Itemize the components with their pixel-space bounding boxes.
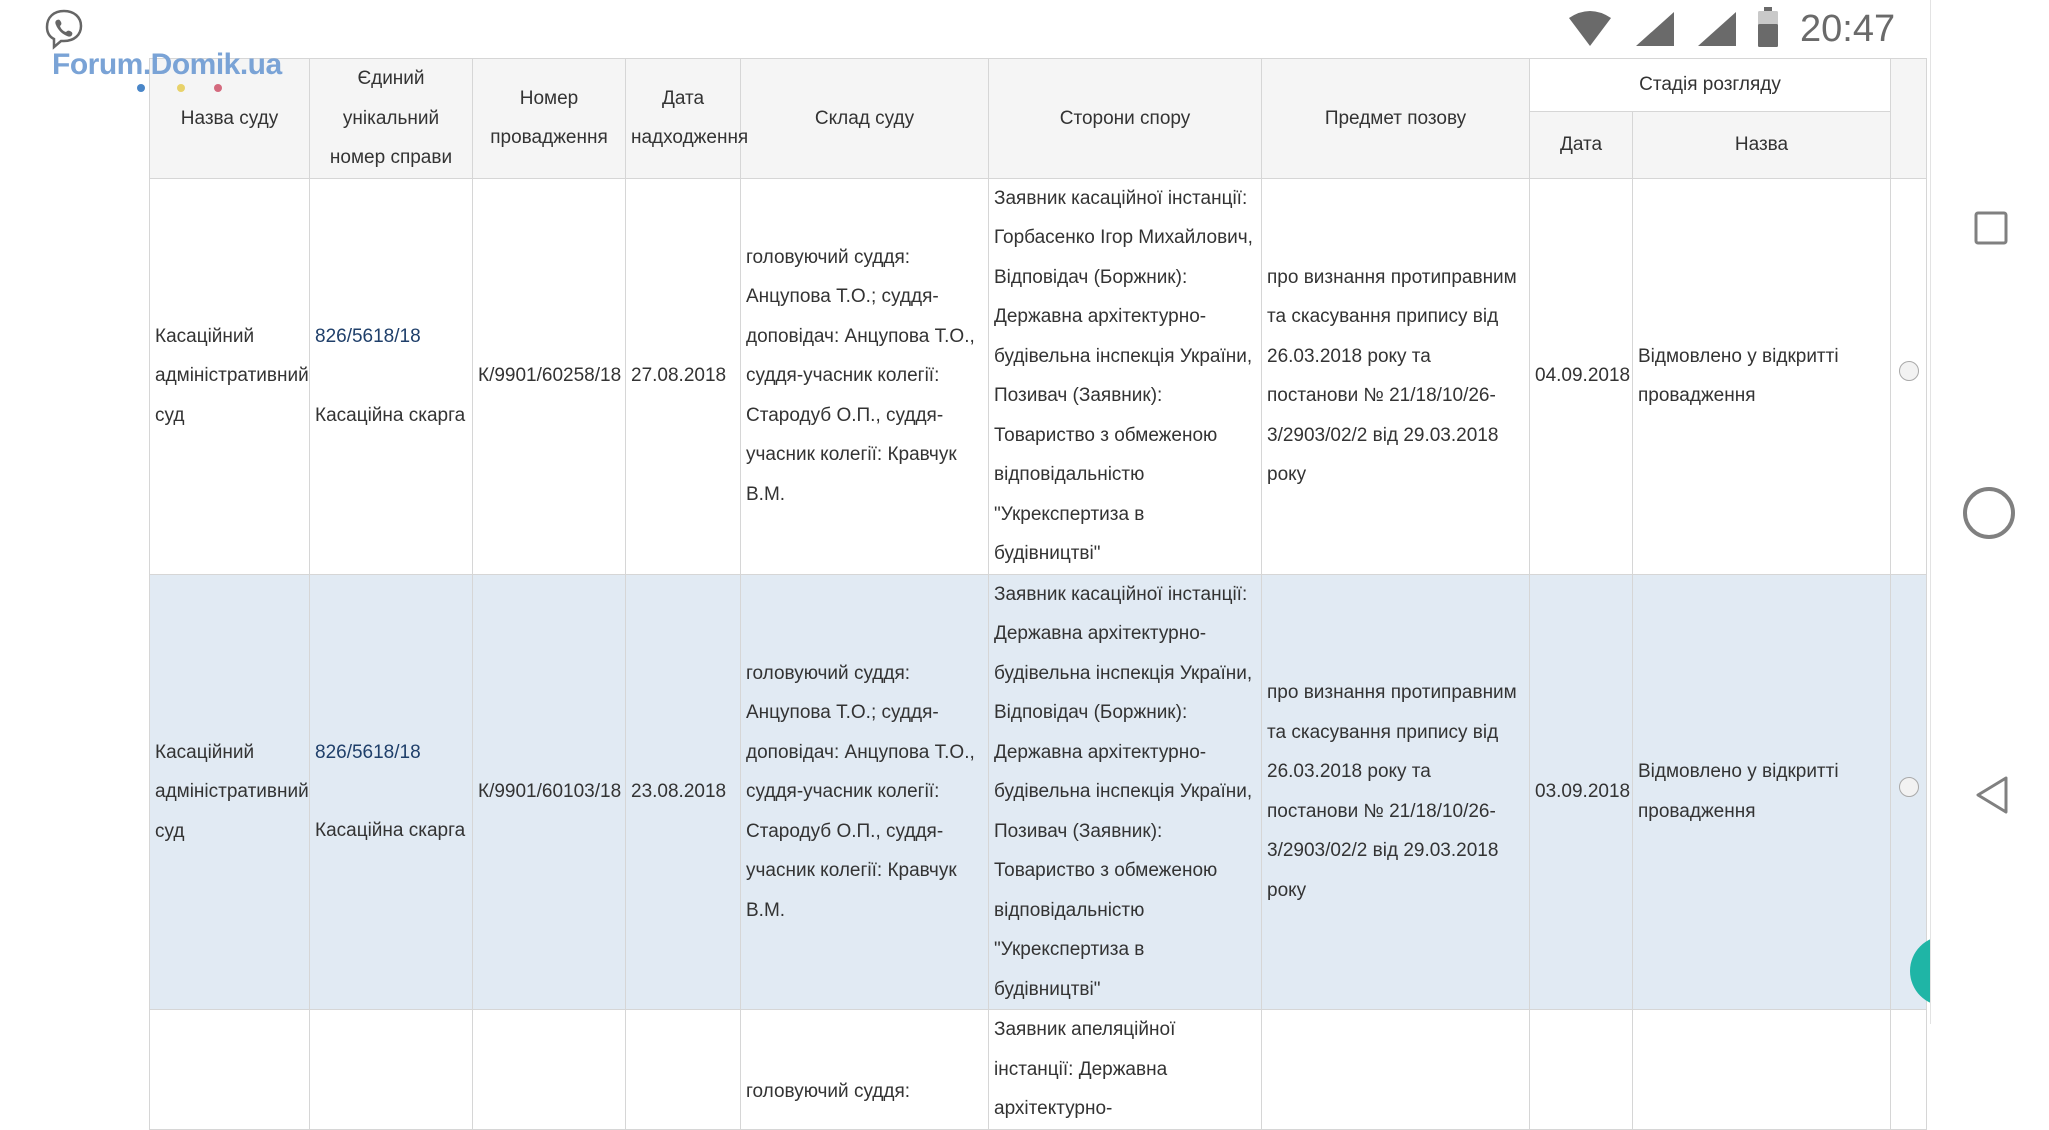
cell-stage-date: 04.09.2018 xyxy=(1530,178,1633,574)
cases-table xyxy=(149,58,1927,1130)
header-proceeding: Номер провадження xyxy=(473,59,626,179)
table-row[interactable] xyxy=(150,574,1927,1010)
android-nav-bar xyxy=(1930,0,2049,1024)
cell-case xyxy=(310,1010,473,1130)
cell-panel: головуючий суддя: Анцупова Т.О.; суддя-доповідач: Анцупова Т.О., суддя-учасник колегії: Стародуб О.П., суддя-учасник колегії: Кравчук В.М. xyxy=(741,574,989,1010)
cell-court: Касаційний адміністративний суд xyxy=(150,178,310,574)
cell-court: Касаційний адміністративний суд xyxy=(150,574,310,1010)
cell-case xyxy=(310,574,473,1010)
header-select xyxy=(1891,59,1927,179)
cell-proceeding xyxy=(473,1010,626,1130)
forum-logo: Forum.Domik.ua xyxy=(52,48,282,81)
case-number-link[interactable]: 826/5618/18 xyxy=(315,326,421,347)
signal-icon xyxy=(1696,10,1738,48)
cell-stage-date: 03.09.2018 xyxy=(1530,574,1633,1010)
logo-dot xyxy=(137,84,145,92)
cell-stage-name: Відмовлено у відкритті провадження xyxy=(1633,574,1891,1010)
cell-subject xyxy=(1262,1010,1530,1130)
header-case-number: Єдиний унікальний номер справи xyxy=(310,59,473,179)
square-icon[interactable] xyxy=(1974,211,2008,245)
cell-select xyxy=(1891,178,1927,574)
logo-dot xyxy=(214,84,222,92)
cell-stage-date xyxy=(1530,1010,1633,1130)
status-bar xyxy=(0,0,1930,58)
header-received: Дата надходження xyxy=(626,59,741,179)
table-row[interactable] xyxy=(150,1010,1927,1130)
cell-panel: головуючий суддя: Анцупова Т.О.; суддя-доповідач: Анцупова Т.О., суддя-учасник колегії: Стародуб О.П., суддя-учасник колегії: Кравчук В.М. xyxy=(741,178,989,574)
cell-parties: Заявник апеляційної інстанції: Державна архітектурно- xyxy=(989,1010,1262,1130)
cell-received xyxy=(626,1010,741,1130)
cell-proceeding: К/9901/60103/18 xyxy=(473,574,626,1010)
cell-parties: Заявник касаційної інстанції: Державна архітектурно-будівельна інспекція України, Відповідач (Боржник): Державна архітектурно-будівельна інспекція України, Позивач (Заявник): Товариство з обмеженою відповідальністю "Укрекспертиза в будівництві" xyxy=(989,574,1262,1010)
cell-proceeding: К/9901/60258/18 xyxy=(473,178,626,574)
table-row[interactable] xyxy=(150,178,1927,574)
cell-panel: головуючий суддя: xyxy=(741,1010,989,1130)
case-number-link[interactable]: 826/5618/18 xyxy=(315,741,421,763)
viber-icon xyxy=(42,8,86,52)
header-subject: Предмет позову xyxy=(1262,59,1530,179)
battery-icon xyxy=(1757,6,1779,48)
case-type: Касаційна скарга xyxy=(315,404,466,426)
wifi-icon xyxy=(1567,10,1613,48)
circle-icon[interactable] xyxy=(1961,485,2017,541)
header-panel: Склад суду xyxy=(741,59,989,179)
cell-subject: про визнання протиправним та скасування припису від 26.03.2018 року та постанови № 21/18/10/26-3/2903/02/2 від 29.03.2018 року xyxy=(1262,178,1530,574)
signal-icon xyxy=(1634,10,1676,48)
back-icon[interactable] xyxy=(1975,775,2009,815)
cell-received: 27.08.2018 xyxy=(626,178,741,574)
cell-court xyxy=(150,1010,310,1130)
cell-case xyxy=(310,178,473,574)
header-stage-date: Дата xyxy=(1530,112,1633,178)
cell-stage-name: Відмовлено у відкритті провадження xyxy=(1633,178,1891,574)
header-stage-name: Назва xyxy=(1633,112,1891,178)
row-radio[interactable] xyxy=(1899,361,1919,381)
cell-select xyxy=(1891,1010,1927,1130)
header-parties: Сторони спору xyxy=(989,59,1262,179)
row-radio[interactable] xyxy=(1899,777,1919,797)
cell-stage-name xyxy=(1633,1010,1891,1130)
cell-subject: про визнання протиправним та скасування припису від 26.03.2018 року та постанови № 21/18/10/26-3/2903/02/2 від 29.03.2018 року xyxy=(1262,574,1530,1010)
logo-dot xyxy=(177,84,185,92)
header-stage: Стадія розгляду xyxy=(1530,59,1891,112)
header-court: Назва суду xyxy=(150,59,310,179)
case-type: Касаційна скарга xyxy=(315,820,466,842)
cell-parties: Заявник касаційної інстанції: Горбасенко Ігор Михайлович, Відповідач (Боржник): Державна архітектурно-будівельна інспекція України, Позивач (Заявник): Товариство з обмеженою відповідальністю "Укрекспертиза в будівництві" xyxy=(989,178,1262,574)
clock: 20:47 xyxy=(1800,8,1896,50)
cell-received: 23.08.2018 xyxy=(626,574,741,1010)
